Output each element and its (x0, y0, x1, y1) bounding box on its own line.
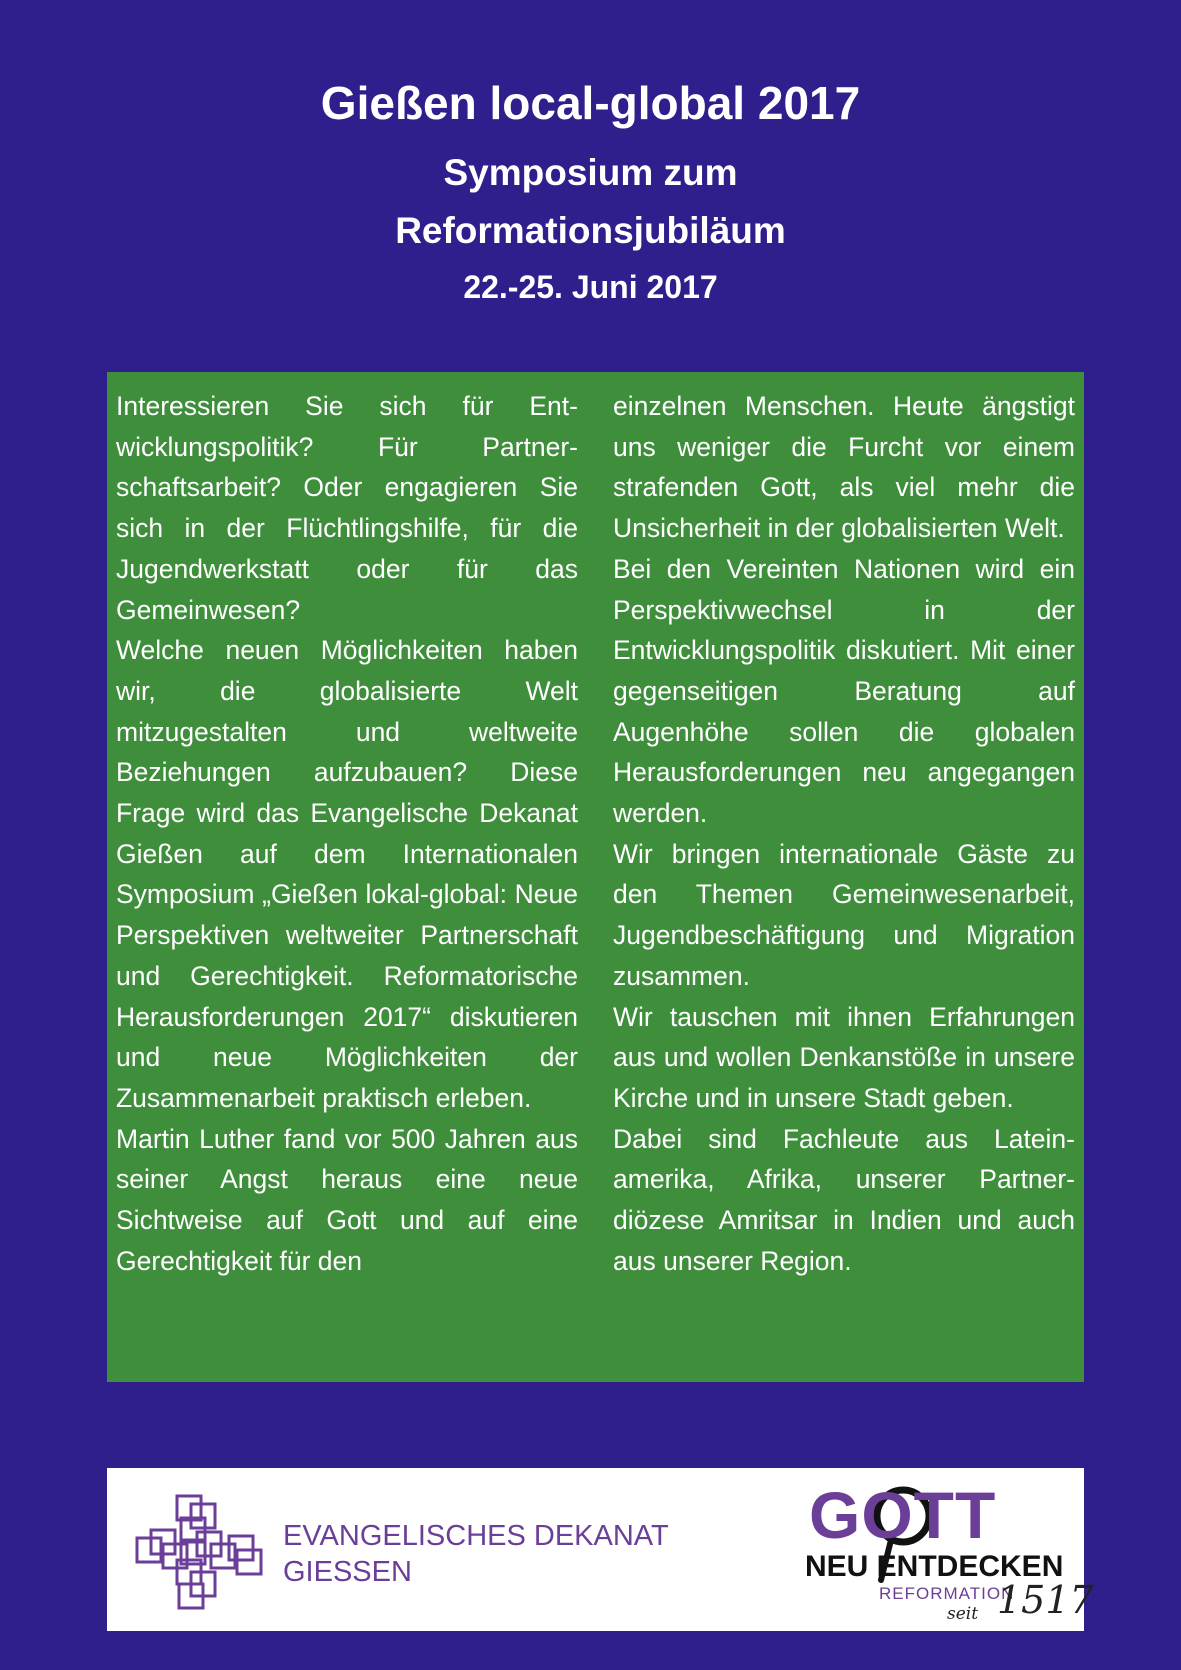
dekanat-cross-icon (133, 1494, 265, 1610)
subtitle-line-2: Reformationsjubiläum (395, 210, 786, 251)
gott-neu-entdecken-logo (797, 1478, 1094, 1625)
paragraph: Welche neuen Möglichkeiten haben wir, die globalisierte Welt mitzugestalten und weltweite Beziehungen aufzubauen? Diese Frage wird das Evangelische Dekanat Gießen auf dem Internationalen Symposium „Gießen lokal-global: Neue Perspektiven weltweiter Partnerschaft und Gerechtigkeit. Reformatorische Herausforderungen 2017“ diskutieren und neue Möglichkeiten der Zusammenarbeit praktisch erleben. (116, 635, 578, 1113)
paragraph: Martin Luther fand vor 500 Jahren aus seiner Angst heraus eine neue Sichtweise auf Gott und auf eine Gerechtigkeit für den (116, 1123, 578, 1276)
logo-word-reformation: REFORMATION (879, 1584, 1015, 1603)
logo-footer (107, 1468, 1094, 1631)
logo-word-gott: GOTT (809, 1478, 997, 1552)
page-subtitle (0, 144, 1181, 260)
paragraph: Interessieren Sie sich für Entwicklungspolitik? Für Partnerschaftsarbeit? Oder engagieren Sie sich in der Flüchtlingshilfe, für die Jugendwerkstatt oder für das Gemeinwesen? (116, 391, 578, 625)
paragraph: Wir bringen internationale Gäste zu den Themen Gemeinwesenarbeit, Jugendbeschäftigung und Migration zusammen. (613, 838, 1075, 991)
description-box (107, 372, 1084, 1382)
paragraph: Dabei sind Fachleute aus Lateinamerika, Afrika, unserer Partnerdiözese Amritsar in Indien und auch aus unserer Region. (613, 1123, 1075, 1276)
subtitle-line-1: Symposium zum (443, 152, 738, 193)
logo-word-year: 1517 (997, 1578, 1094, 1622)
text-column-left (116, 386, 578, 1382)
paragraph: einzelnen Menschen. Heute ängstigt uns weniger die Furcht vor einem strafenden Gott, als viel mehr die Unsicherheit in der globalisierten Welt. (613, 391, 1075, 544)
paragraph: Bei den Vereinten Nationen wird ein Perspektivwechsel in der Entwicklungspolitik diskutiert. Mit einer gegenseitigen Beratung auf Augenhöhe sollen die globalen Herausforderungen neu angegangen werden. (613, 553, 1075, 829)
text-column-right (613, 386, 1075, 1382)
logo-word-neu-entdecken: NEU ENTDECKEN (805, 1550, 1064, 1583)
event-date: 22.-25. Juni 2017 (463, 269, 718, 305)
logo-word-seit: seit (947, 1604, 979, 1624)
dekanat-name (283, 1518, 669, 1590)
dekanat-line-2: GIESSEN (283, 1556, 412, 1588)
dekanat-line-1: EVANGELISCHES DEKANAT (283, 1520, 669, 1552)
page-header (0, 72, 1181, 314)
page-title: Gießen local-global 2017 (320, 77, 861, 129)
paragraph: Wir tauschen mit ihnen Erfahrungen aus und wollen Denkanstöße in unsere Kirche und in unsere Stadt geben. (613, 1001, 1075, 1113)
